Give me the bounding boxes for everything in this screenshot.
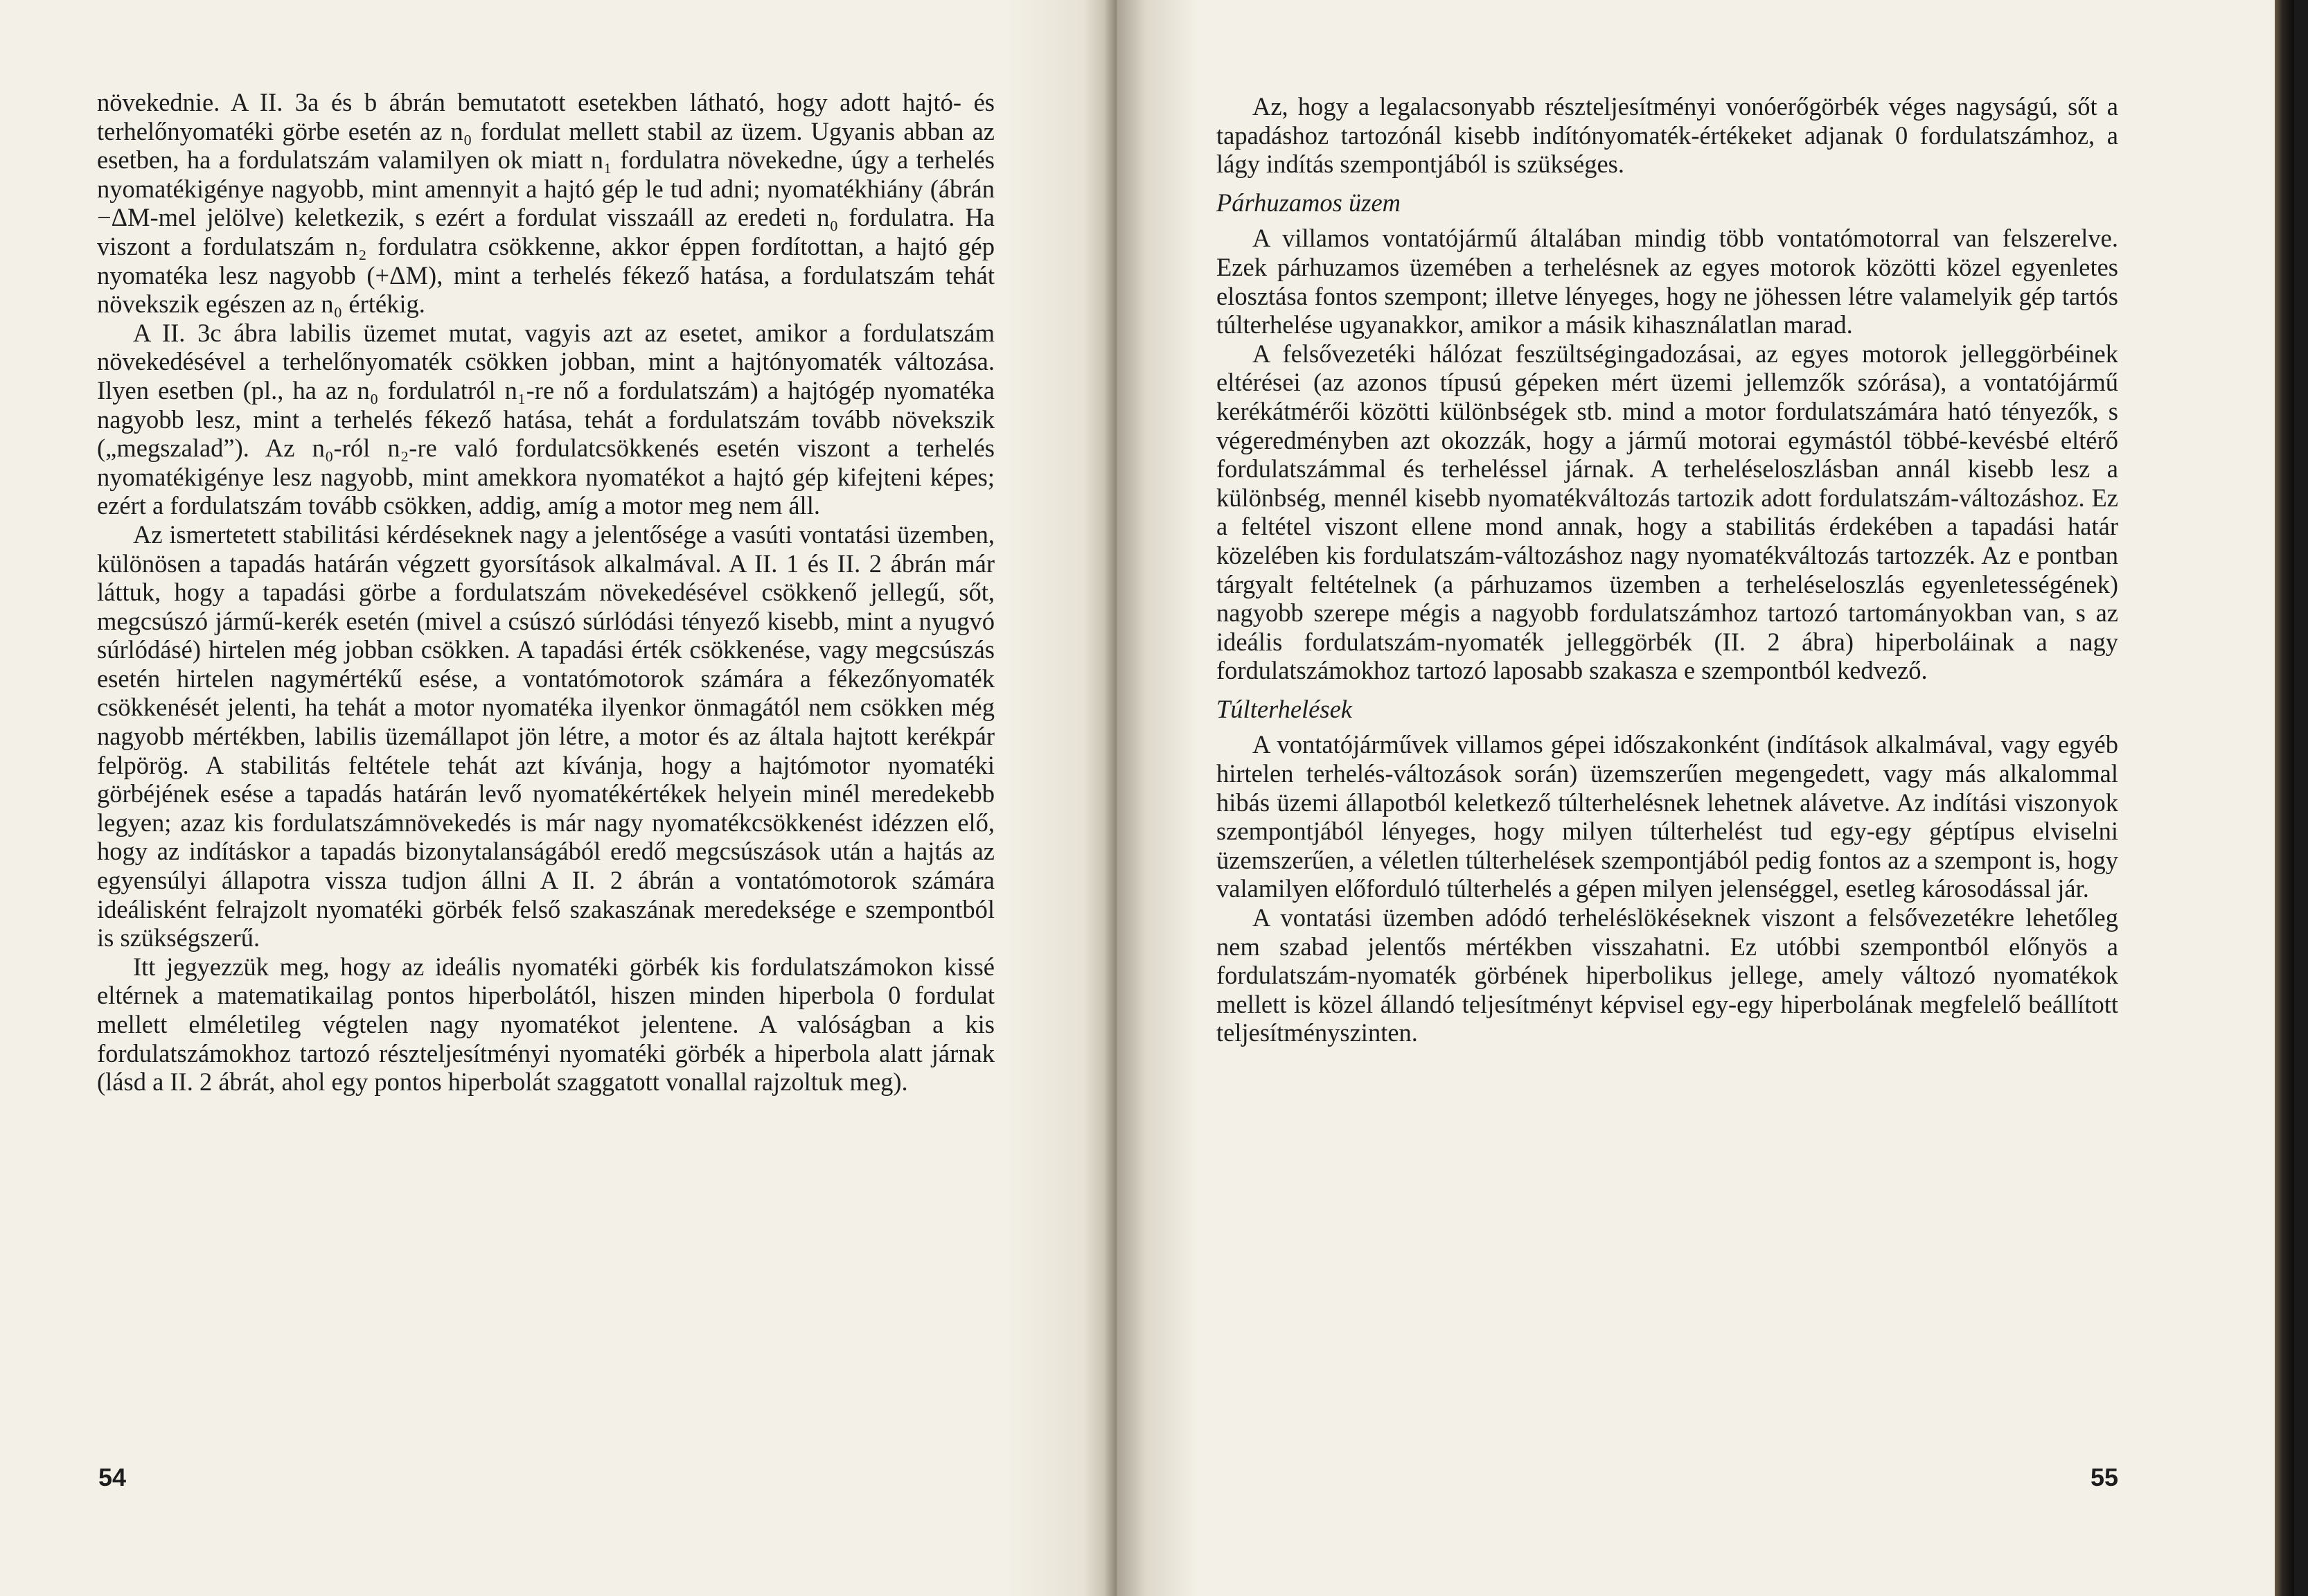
paragraph: növekednie. A II. 3a és b ábrán bemutatott esetekben látható, hogy adott hajtó- és terhelőnyomatéki görbe esetén az n₀ fordulat mellett stabil az üzem. Ugyanis abban az esetben, ha a fordulatszám valamilyen ok miatt n₁ fordulatra növekedne, úgy a terhelés nyomatékigénye nagyobb, mint amennyit a hajtó gép le tud adni; nyomatékhiány (ábrán −ΔM-mel jelölve) keletkezik, s ezért a fordulat visszaáll az eredeti n₀ fordulatra. Ha viszont a fordulatszám n₂ fordulatra csökkenne, akkor éppen fordítottan, a hajtó gép nyomatéka lesz nagyobb (+ΔM), mint a terhelés fékező hatása, a fordulatszám tehát növekszik egészen az n₀ értékig. <box>97 88 995 319</box>
left-page <box>0 0 1117 1596</box>
right-text-column <box>1216 92 2118 1047</box>
paragraph: A vontatójárművek villamos gépei időszakonként (indítások alkalmával, vagy egyéb hirtelen terhelés-változások során) üzemszerűen megengedett, vagy más alkalommal hibás üzemi állapotból keletkező túlterhelésnek lehetnek alávetve. Az indítási viszonyok szempontjából lényeges, hogy milyen túlterhelést tud egy-egy géptípus elviselni üzemszerűen, a véletlen túlterhelések szempontjából pedig fontos az a szempont is, hogy valamilyen előforduló túlterhelés a gépen milyen jelenséggel, esetleg károsodással jár. <box>1216 730 2118 903</box>
paragraph: A villamos vontatójármű általában mindig több vontatómotorral van felszerelve. Ezek párhuzamos üzemében a terhelésnek az egyes motorok közötti közel egyenletes elosztása fontos szempont; illetve lényeges, hogy ne jöhessen létre valamelyik gép tartós túlterhelése ugyanakkor, amikor a másik kihasználatlan marad. <box>1216 224 2118 339</box>
paragraph: A felsővezetéki hálózat feszültségingadozásai, az egyes motorok jelleggörbéinek eltérései (az azonos típusú gépeken mért üzemi jellemzők szórása), a vontatójármű kerékátmérői közötti különbségek stb. mind a motor fordulatszámára ható tényezők, s végeredményben azt okozzák, hogy a jármű motorai egymástól többé-kevésbé eltérő fordulatszámmal és terheléssel járnak. A terheléseloszlásban annál kisebb lesz a különbség, mennél kisebb nyomatékváltozás tartozik adott fordulatszám-változáshoz. Ez a feltétel viszont ellene mond annak, hogy a stabilitás érdekében a tapadási határ közelében kis fordulatszám-változáshoz nagy nyomatékváltozás tartozzék. Az e pontban tárgyalt feltételnek (a párhuzamos üzemben a terheléseloszlás egyenletességének) nagyobb szerepe mégis a nagyobb fordulatszámhoz tartozó tartományokban van, s az ideális fordulatszám-nyomaték jelleggörbék (II. 2 ábra) hiperboláinak a nagy fordulatszámokhoz tartozó laposabb szakasza e szempontból kedvező. <box>1216 339 2118 685</box>
page-number-right: 55 <box>2090 1463 2119 1491</box>
section-heading-parallel-operation: Párhuzamos üzem <box>1216 188 1401 217</box>
paragraph: Az, hogy a legalacsonyabb részteljesítményi vonóerőgörbék véges nagyságú, sőt a tapadáshoz tartozónál kisebb indítónyomaték-értékeket adjanak 0 fordulatszámhoz, a lágy indítás szempontjából is szükséges. <box>1216 92 2118 179</box>
page-number-left: 54 <box>98 1463 127 1491</box>
paragraph: Itt jegyezzük meg, hogy az ideális nyomatéki görbék kis fordulatszámokon kissé eltérnek a matematikailag pontos hiperbolától, hiszen minden hiperbola 0 fordulat mellett elméletileg végtelen nagy nyomatékot jelentene. A valóságban a kis fordulatszámokhoz tartozó részteljesítményi nyomatéki görbék a hiperbola alatt járnak (lásd a II. 2 ábrát, ahol egy pontos hiperbolát szaggatott vonallal rajzoltuk meg). <box>97 952 995 1097</box>
paragraph: Az ismertetett stabilitási kérdéseknek nagy a jelentősége a vasúti vontatási üzemben, különösen a tapadás határán végzett gyorsítások alkalmával. A II. 1 és II. 2 ábrán már láttuk, hogy a tapadási görbe a fordulatszám növekedésével csökkenő jellegű, sőt, megcsúszó jármű-kerék esetén (mivel a csúszó súrlódási tényező kisebb, mint a nyugvó súrlódásé) hirtelen még jobban csökken. A tapadási érték csökkenése, vagy megcsúszás esetén hirtelen nagymértékű esése, a vontatómotorok számára a fékezőnyomaték csökkenését jelenti, ha tehát a motor nyomatéka ilyenkor önmagától nem csökken még nagyobb mértékben, labilis üzemállapot jön létre, a motor és az általa hajtott kerékpár felpörög. A stabilitás feltétele tehát azt kívánja, hogy a hajtómotor nyomatéki görbéjének esése a tapadás határán levő nyomatékértékek helyein minél meredekebb legyen; azaz kis fordulatszámnövekedés is már nagy nyomatékcsökkenést idézzen elő, hogy az indításkor a tapadás bizonytalanságából eredő megcsúszások után a hajtás az egyensúlyi állapotra vissza tudjon állni A II. 2 ábrán a vontatómotorok számára ideálisként felrajzolt nyomatéki görbék felső szakaszának meredeksége e szempontból is szükségszerű. <box>97 520 995 952</box>
page-edge <box>2275 0 2294 1596</box>
paragraph: A vontatási üzemben adódó terheléslökéseknek viszont a felsővezetékre lehetőleg nem szabad jelentős mértékben visszahatni. Ez utóbbi szempontból előnyös a fordulatszám-nyomaték görbének hiperbolikus jellege, amely változó nyomatékok mellett is közel állandó teljesítményt képvisel egy-egy hiperbolának megfelelő beállított teljesítményszinten. <box>1216 903 2118 1047</box>
left-text-column <box>97 88 995 1097</box>
section-heading-overloads: Túlterhelések <box>1216 694 1352 723</box>
paragraph: A II. 3c ábra labilis üzemet mutat, vagyis azt az esetet, amikor a fordulatszám növekedésével a terhelőnyomaték csökken jobban, mint a hajtónyomaték változása. Ilyen esetben (pl., ha az n₀ fordulatról n₁-re nő a fordulatszám) a hajtógép nyomatéka nagyobb lesz, mint a terhelés fékező hatása, tehát a fordulatszám tovább növekszik („megszalad”). Az n₀-ról n₂-re való fordulatcsökkenés esetén viszont a terhelés nyomatékigénye lesz nagyobb, mint amekkora nyomatékot a hajtó gép kifejteni képes; ezért a fordulatszám tovább csökken, addig, amíg a motor meg nem áll. <box>97 318 995 520</box>
